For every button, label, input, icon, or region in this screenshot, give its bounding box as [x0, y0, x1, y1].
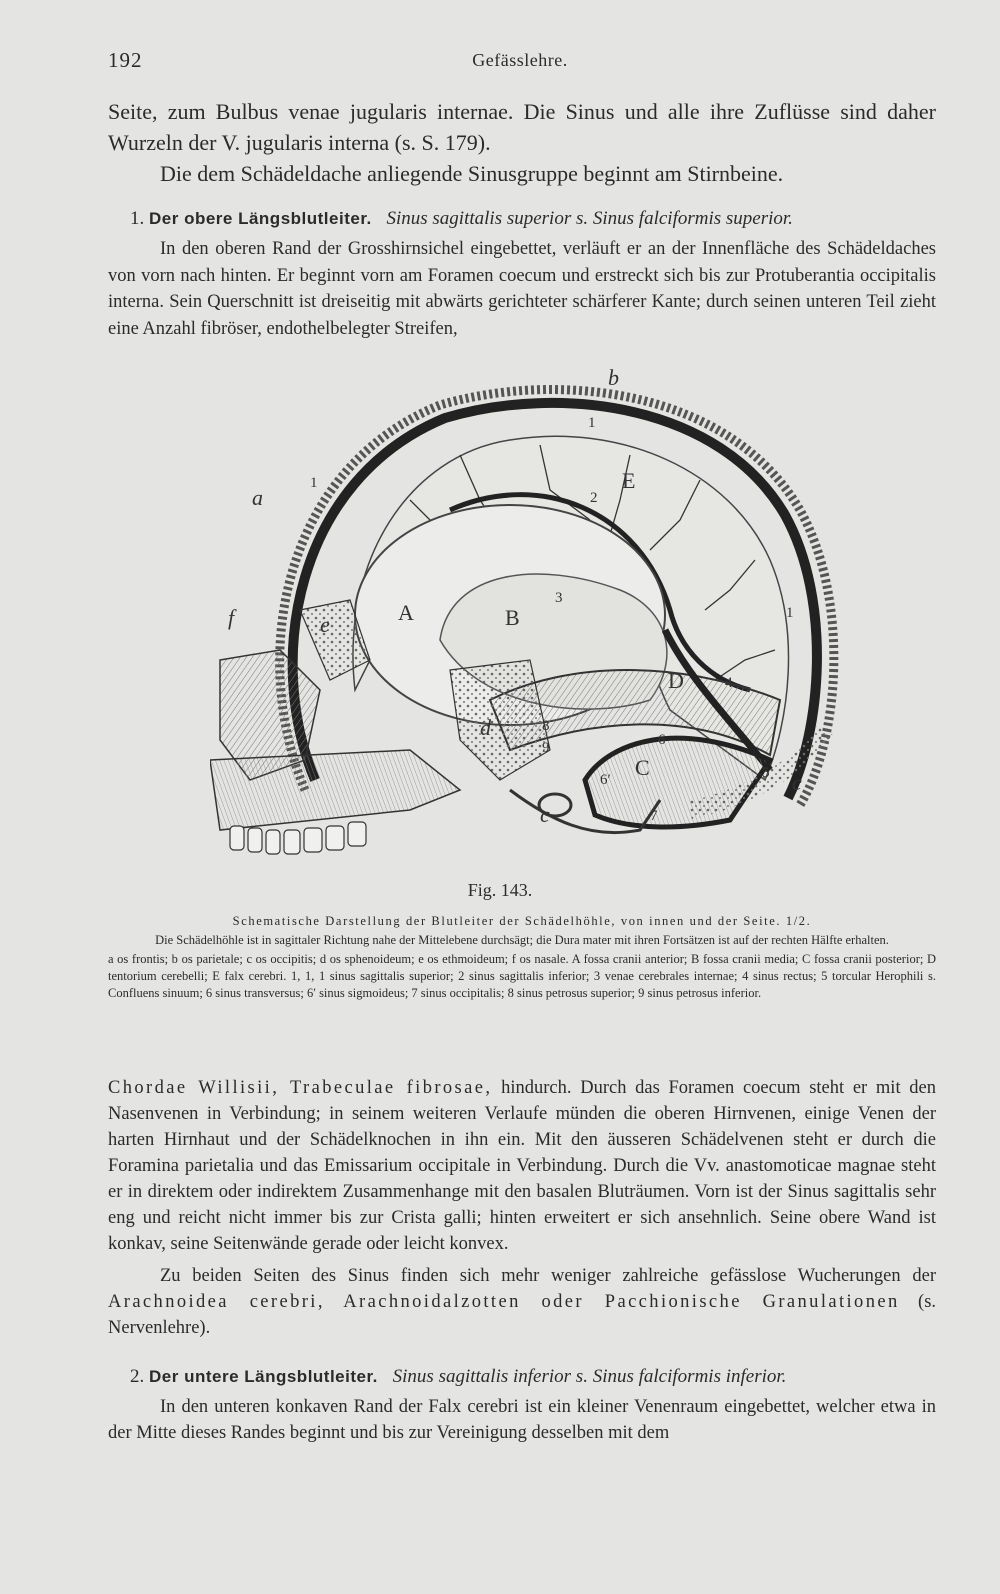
label-8: 8	[542, 718, 550, 734]
label-b: b	[608, 365, 619, 390]
section-1-text: In den oberen Rand der Grosshirnsichel eingebettet, verläuft er an der Innenfläche des Schädeldaches von vorn nach hinten. Er beginnt vorn am Foramen coecum und erstreckt sich bis zur Protuberantia occipitalis interna. Sein Querschnitt ist dreiseitig mit abwärts gerichteter schärferer Kante; durch seinen unteren Teil zieht eine Anzahl fibröser, endothelbelegter Streifen,	[108, 239, 936, 339]
section-1-number: 1.	[130, 208, 145, 229]
section-1-title: Der obere Längsblutleiter.	[149, 209, 372, 228]
running-title: Gefässlehre.	[472, 50, 568, 70]
arachnoid-text-end: (s. Nervenlehre).	[108, 1292, 937, 1338]
arachnoid-paragraph	[108, 1263, 936, 1341]
intro-text: Seite, zum Bulbus venae jugularis internae. Die Sinus und alle ihre Zuflüsse sind daher Wurzeln der V. jugularis interna (s. S. 179).	[108, 99, 936, 155]
page-header	[108, 48, 932, 78]
figure-number: Fig. 143.	[467, 880, 533, 900]
section-1-heading	[108, 206, 936, 232]
maxilla	[210, 750, 460, 830]
section-2-title: Der untere Längsblutleiter.	[149, 1367, 378, 1386]
granulation-term: Arachnoidalzotten oder Pacchionische Granulationen	[343, 1292, 900, 1312]
label-A: A	[398, 600, 414, 625]
label-B: B	[505, 605, 520, 630]
section-1-latin-name: Sinus sagittalis superior s. Sinus falciformis superior.	[386, 208, 793, 229]
intro-paragraph	[108, 96, 936, 158]
section-2-heading	[108, 1364, 936, 1390]
skull-illustration	[210, 360, 840, 865]
label-3: 3	[555, 590, 563, 606]
continuation-spaced-terms: Chordae Willisii, Trabeculae fibrosae,	[108, 1078, 493, 1098]
label-E: E	[622, 468, 636, 493]
label-a: a	[252, 485, 263, 510]
label-5: 5	[762, 765, 770, 781]
label-4: 4	[725, 675, 733, 691]
section-2-latin-name: Sinus sagittalis inferior s. Sinus falciformis inferior.	[392, 1366, 787, 1387]
caption-legend: a os frontis; b os parietale; c os occipitis; d os sphenoideum; e os ethmoideum; f os nasale. A fossa cranii anterior; B fossa cranii media; C fossa cranii posterior; D tentorium cerebelli; E falx cerebri. 1, 1, 1 sinus sagittalis superior; 2 sinus sagittalis inferior; 3 venae cerebrales internae; 4 sinus rectus; 5 torcular Herophili s. Confluens sinuum; 6 sinus transversus; 6′ sinus sigmoideus; 7 sinus occipitalis; 8 sinus petrosus superior; 9 sinus petrosus inferior.	[108, 952, 936, 1000]
label-6-prime: 6′	[600, 772, 611, 788]
section-2-text: In den unteren konkaven Rand der Falx cerebri ist ein kleiner Venenraum eingebettet, welcher etwa in der Mitte dieses Randes beginnt und bis zur Vereinigung desselben mit dem	[108, 1397, 936, 1443]
arachnoid-text-start: Zu beiden Seiten des Sinus finden sich mehr weniger zahlreiche gefässlose Wucherungen der	[160, 1266, 936, 1286]
label-1-back: 1	[786, 605, 794, 621]
label-f: f	[228, 605, 235, 630]
label-1-front: 1	[310, 475, 318, 491]
caption-title: Schematische Darstellung der Blutleiter der Schädelhöhle, von innen und der Seite.	[232, 914, 782, 928]
caption-scale: 1/2.	[785, 914, 812, 928]
section-2-paragraph	[108, 1394, 936, 1446]
label-1-top: 1	[588, 415, 596, 431]
label-7: 7	[650, 808, 658, 824]
label-C: C	[635, 755, 650, 780]
intro-second-paragraph	[108, 158, 936, 189]
label-c-bottom: c	[540, 802, 550, 827]
continuation-text: hindurch. Durch das Foramen coecum steht er mit den Nasenvenen in Verbindung; in seinem weiteren Verlaufe münden die oberen Hirnvenen, einige Venen der harten Hirnhaut und der Schädelknochen in ihn ein. Mit den äusseren Schädelvenen steht er durch die Foramina parietalia und das Emissarium occipitale in Verbindung. Durch die Vv. anastomoticae magnae steht er in direktem oder indirektem Zusammenhange mit den basalen Bluträumen. Vorn ist der Sinus sagittalis sehr eng und reicht nicht immer bis zur Crista galli; hinten erweitert er sich ansehnlich. Seine obere Wand ist konkav, seine Seitenwände gerade oder leicht konvex.	[108, 1078, 936, 1254]
page-number: 192	[108, 48, 143, 72]
label-D: D	[668, 668, 684, 693]
label-2: 2	[590, 490, 598, 506]
section-1-paragraph	[108, 236, 936, 342]
caption-title-line	[108, 913, 936, 930]
continuation-paragraph	[108, 1075, 936, 1257]
figure-caption	[108, 913, 936, 1002]
label-e: e	[320, 612, 330, 637]
arachnoid-term: Arachnoidea cerebri,	[108, 1292, 325, 1312]
skull-drawing	[210, 360, 840, 865]
label-c-right: c	[792, 770, 802, 795]
section-2-number: 2.	[130, 1366, 145, 1387]
label-6: 6	[658, 732, 666, 748]
label-d: d	[480, 715, 491, 740]
intro-second-text: Die dem Schädeldache anliegende Sinusgruppe beginnt am Stirnbeine.	[160, 161, 784, 186]
posterior-fossa	[585, 738, 770, 827]
label-9: 9	[542, 740, 550, 756]
caption-description: Die Schädelhöhle ist in sagittaler Richtung nahe der Mittelebene durchsägt; die Dura mater mit ihren Fortsätzen ist auf der rechten Hälfte erhalten.	[155, 933, 889, 947]
